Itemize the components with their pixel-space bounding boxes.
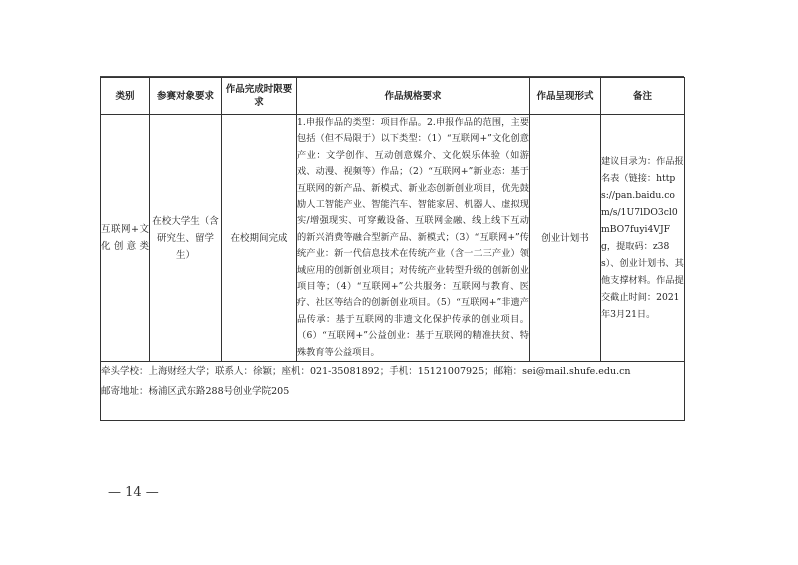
cell-form: 创业计划书 [530,115,601,362]
mailing-address-line: 邮寄地址：杨浦区武东路288号创业学院205 [101,386,290,398]
cell-target: 在校大学生（含研究生、留学生） [150,115,222,362]
header-form: 作品呈现形式 [530,78,601,115]
page-number: — 14 — [108,485,159,500]
cell-deadline: 在校期间完成 [222,115,297,362]
header-category: 类别 [101,78,150,115]
header-note: 备注 [601,78,685,115]
header-target: 参赛对象要求 [150,78,222,115]
table-row [101,115,685,362]
cell-category: 互联网+文化创意类 [101,115,150,362]
footer-row [101,362,685,421]
header-deadline: 作品完成时限要求 [222,78,297,115]
header-spec: 作品规格要求 [297,78,530,115]
table-header-row [101,78,685,115]
contact-line: 牵头学校：上海财经大学；联系人：徐颖；座机：021-35081892；手机：15121007925；邮箱：sei@mail.shufe.edu.cn [101,366,631,378]
cell-contact-footer [101,362,685,421]
cell-spec: 1.申报作品的类型：项目作品。2.申报作品的范围，主要包括（但不局限于）以下类型：（1）“互联网+”文化创意产业：文学创作、互动创意媒介、文化娱乐体验（如游戏、动漫、视频等）作品；（2）“互联网+”新业态：基于互联网的新产品、新模式、新业态创新创业项目，优先鼓励人工智能产业、智能汽车、智能家居、机器人、虚拟现实/增强现实、可穿戴设备、互联网金融、线上线下互动的新兴消费等融合型新产品、新模式；（3）“互联网+”传统产业：新一代信息技术在传统产业（含一二三产业）领域应用的创新创业项目；对传统产业转型升级的创新创业项目等；（4）“互联网+”公共服务：互联网与教育、医疗、社区等结合的创新创业项目。（5）“互联网+”非遗产品传承：基于互联网的非遗文化保护传承的创业项目。（6）“互联网+”公益创业：基于互联网的精准扶贫、特殊教育等公益项目。 [297,115,530,362]
competition-requirements-table [100,77,685,421]
cell-note: 建议目录为：作品报名表（链接：https://pan.baidu.com/s/1U7lDO3cl0mBO7fuyi4VJFg，提取码：z38s）、创业计划书、其他支撑材料。作品提交截止时间：2021年3月21日。 [601,115,685,362]
